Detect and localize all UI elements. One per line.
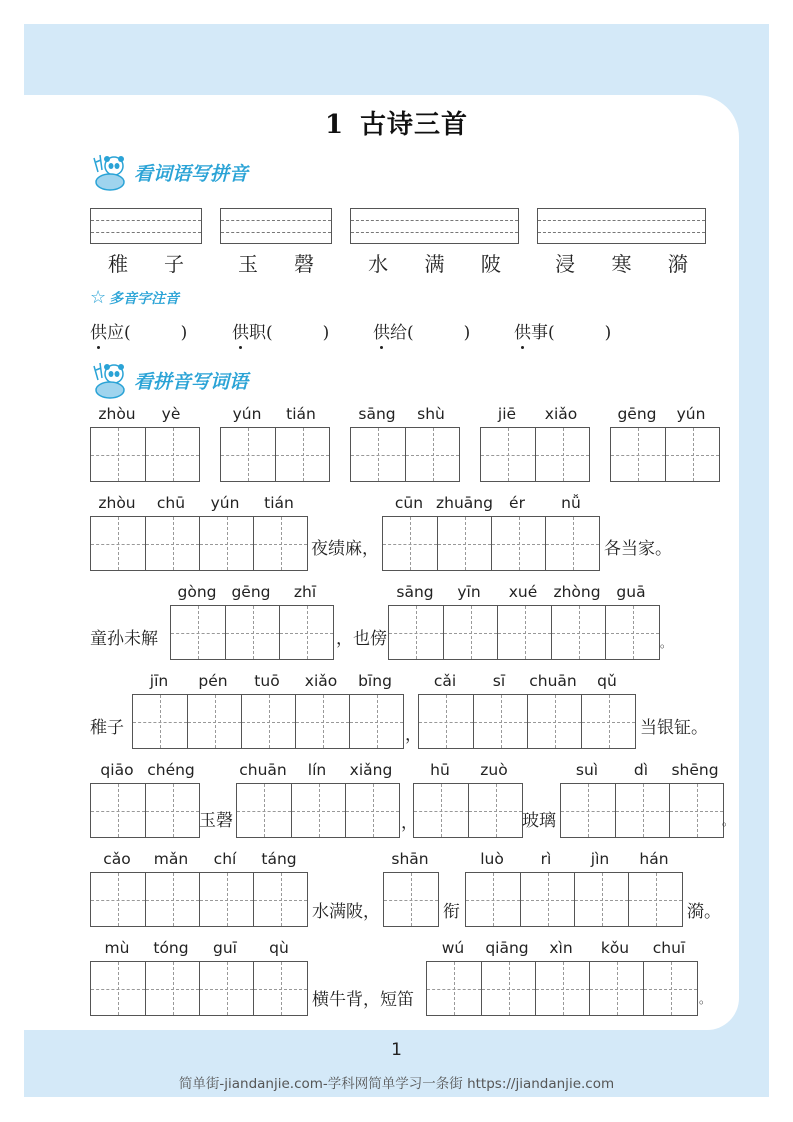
word-3: 水 满 陂 — [368, 252, 501, 276]
pinyin-label: dì — [633, 761, 649, 779]
writing-grid[interactable] — [382, 516, 600, 571]
pinyin-label: zhuāng — [436, 494, 493, 512]
pinyin-label: cūn — [394, 494, 424, 512]
polyphone-item-2: 供职( ) — [232, 318, 329, 343]
word-4: 浸 寒 漪 — [555, 252, 688, 276]
writing-grid[interactable] — [90, 961, 308, 1016]
poem-text: 。 — [660, 636, 673, 650]
polyphone-item-3: 供给( ) — [373, 318, 470, 343]
page-title — [0, 104, 793, 141]
pinyin-label: cǎi — [433, 672, 457, 690]
writing-grid[interactable] — [90, 872, 308, 927]
pinyin-answer-box-4[interactable] — [537, 208, 706, 244]
pinyin-label: tián — [264, 494, 294, 512]
pinyin-label: chí — [213, 850, 237, 868]
poem-text: 夜绩麻， — [311, 539, 379, 559]
pinyin-label: qǔ — [597, 672, 617, 690]
writing-grid[interactable] — [350, 427, 460, 482]
pinyin-label: wú — [441, 939, 465, 957]
pinyin-label: nǚ — [561, 494, 581, 512]
poem-text: 玉磬 — [199, 811, 233, 831]
poem-text: ， — [405, 725, 422, 745]
pinyin-answer-box-3[interactable] — [350, 208, 519, 244]
pinyin-label: tóng — [153, 939, 189, 957]
writing-grid[interactable] — [170, 605, 334, 660]
pinyin-label: pén — [198, 672, 228, 690]
poem-text: 漪。 — [687, 902, 721, 922]
pinyin-label: chū — [156, 494, 186, 512]
poem-text: 。 — [722, 814, 735, 828]
writing-grid[interactable] — [465, 872, 683, 927]
pinyin-label: jiē — [497, 405, 517, 423]
writing-grid[interactable] — [413, 783, 523, 838]
writing-grid[interactable] — [560, 783, 724, 838]
pinyin-label: chéng — [147, 761, 195, 779]
pinyin-label: guā — [616, 583, 646, 601]
pinyin-label: qù — [269, 939, 289, 957]
pinyin-label: jīn — [149, 672, 169, 690]
pinyin-label: xiǎo — [544, 405, 578, 423]
writing-grid[interactable] — [90, 516, 308, 571]
pinyin-label: shù — [417, 405, 445, 423]
pinyin-label: xué — [508, 583, 538, 601]
writing-grid[interactable] — [236, 783, 400, 838]
poem-text: 横牛背，短笛 — [312, 990, 414, 1010]
pinyin-label: gēng — [617, 405, 657, 423]
polyphone-heading-text: 多音字注音 — [109, 290, 180, 307]
pinyin-label: qiāo — [100, 761, 134, 779]
pinyin-label: tuō — [254, 672, 280, 690]
polyphone-item-4: 供事( ) — [514, 318, 611, 343]
pinyin-label: chuī — [652, 939, 686, 957]
pinyin-label: yún — [210, 494, 240, 512]
footer-watermark: 简单街-jiandanjie.com-学科网简单学习一条街 https://jiandanjie.com — [178, 1076, 615, 1092]
pinyin-label: zuò — [480, 761, 508, 779]
pinyin-label: chuān — [239, 761, 287, 779]
writing-grid[interactable] — [90, 783, 200, 838]
pinyin-label: hū — [430, 761, 450, 779]
lesson-title: 古诗三首 — [360, 110, 469, 140]
pinyin-label: xiǎng — [349, 761, 393, 779]
pinyin-label: hán — [639, 850, 669, 868]
pinyin-label: lín — [307, 761, 327, 779]
star-icon: ☆ — [90, 287, 107, 308]
pinyin-label: bīng — [358, 672, 392, 690]
pinyin-label: zhòu — [98, 494, 136, 512]
pinyin-label: gēng — [231, 583, 271, 601]
panda-icon — [90, 152, 130, 192]
writing-grid[interactable] — [418, 694, 636, 749]
pinyin-label: mǎn — [153, 850, 189, 868]
section-heading-look-pinyin — [90, 360, 248, 400]
polyphone-item-1: 供应( ) — [90, 318, 187, 343]
page-number: 1 — [391, 1040, 402, 1060]
pinyin-label: yīn — [457, 583, 481, 601]
pinyin-label: jìn — [590, 850, 610, 868]
pinyin-label: sāng — [358, 405, 396, 423]
writing-grid[interactable] — [132, 694, 404, 749]
poem-text: 当银钲。 — [640, 718, 708, 738]
poem-text: 玻璃 — [522, 811, 556, 831]
pinyin-label: xiǎo — [304, 672, 338, 690]
panda-icon — [90, 360, 130, 400]
word-1: 稚 子 — [108, 252, 184, 276]
pinyin-label: tián — [286, 405, 316, 423]
pinyin-label: qiāng — [485, 939, 529, 957]
pinyin-label: sī — [492, 672, 506, 690]
section-heading-look-words — [90, 152, 248, 192]
poem-text: 衔 — [443, 902, 460, 922]
pinyin-label: mù — [104, 939, 130, 957]
pinyin-label: zhī — [293, 583, 317, 601]
pinyin-label: yún — [232, 405, 262, 423]
word-2: 玉 磬 — [238, 252, 314, 276]
pinyin-label: xìn — [549, 939, 573, 957]
writing-grid[interactable] — [90, 427, 200, 482]
pinyin-label: cǎo — [103, 850, 131, 868]
poem-text: ， — [401, 813, 418, 833]
pinyin-label: táng — [261, 850, 297, 868]
pinyin-label: zhòu — [98, 405, 136, 423]
pinyin-label: suì — [575, 761, 599, 779]
writing-grid[interactable] — [610, 427, 720, 482]
poem-text: 稚子 — [90, 718, 124, 738]
writing-grid[interactable] — [426, 961, 698, 1016]
pinyin-label: shēng — [671, 761, 719, 779]
pinyin-label: yún — [676, 405, 706, 423]
poem-text: 水满陂， — [312, 902, 380, 922]
pinyin-label: kǒu — [600, 939, 630, 957]
pinyin-answer-box-1[interactable] — [90, 208, 202, 244]
poem-text: ，也傍 — [336, 629, 387, 649]
poem-text: 童孙未解 — [90, 629, 158, 649]
pinyin-label: yè — [161, 405, 181, 423]
writing-grid[interactable] — [220, 427, 330, 482]
pinyin-label: chuān — [529, 672, 577, 690]
lesson-number: 1 — [324, 110, 345, 140]
pinyin-label: rì — [540, 850, 552, 868]
polyphone-heading — [90, 287, 179, 308]
writing-grid[interactable] — [388, 605, 660, 660]
pinyin-label: ér — [509, 494, 525, 512]
pinyin-label: zhòng — [553, 583, 601, 601]
poem-text: 各当家。 — [604, 539, 672, 559]
pinyin-label: sāng — [396, 583, 434, 601]
poem-text: 。 — [699, 992, 712, 1006]
writing-grid[interactable] — [383, 872, 439, 927]
pinyin-answer-box-2[interactable] — [220, 208, 332, 244]
section-heading-text: 看词语写拼音 — [134, 162, 249, 185]
writing-grid[interactable] — [480, 427, 590, 482]
pinyin-label: gòng — [177, 583, 217, 601]
section-heading-text: 看拼音写词语 — [134, 370, 249, 393]
pinyin-label: shān — [391, 850, 429, 868]
pinyin-label: guī — [213, 939, 237, 957]
pinyin-label: luò — [480, 850, 504, 868]
